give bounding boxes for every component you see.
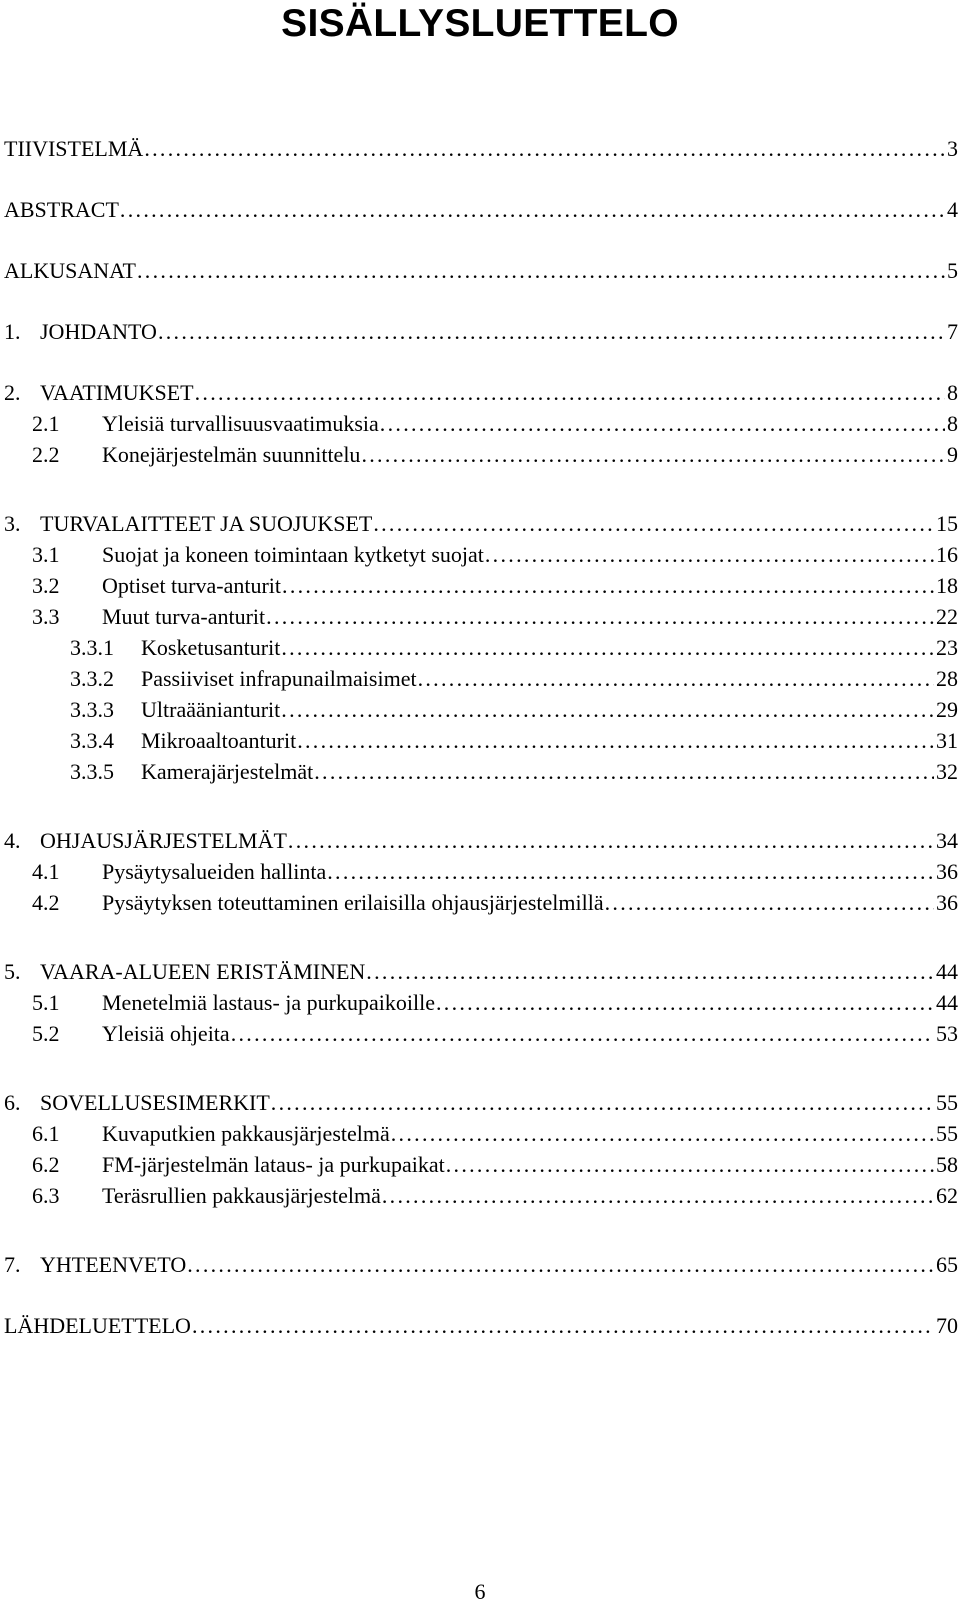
toc-page-number: 53 [936, 1021, 958, 1046]
toc-page-number: 55 [936, 1090, 958, 1115]
toc-section-number: 3.3 [32, 604, 60, 629]
toc-entry-label: ALKUSANAT [4, 258, 136, 283]
toc-section-number: 3.3.4 [70, 728, 114, 753]
toc-section-number: 5.2 [32, 1021, 60, 1046]
toc-section-number: 6.1 [32, 1121, 60, 1146]
toc-entry-label: Yleisiä turvallisuusvaatimuksia [102, 411, 379, 436]
toc-dot-leader [605, 888, 934, 918]
toc-entry-label: TIIVISTELMÄ [4, 136, 144, 161]
toc-page-number: 18 [936, 573, 958, 598]
toc-dot-leader [382, 1181, 934, 1211]
toc-dot-leader [446, 1150, 934, 1180]
toc-dot-leader [158, 317, 945, 347]
toc-entry-tiivistelma[interactable] [4, 134, 958, 164]
toc-entry-label: Yleisiä ohjeita [102, 1021, 230, 1046]
toc-dot-leader [288, 826, 934, 856]
toc-dot-leader [137, 256, 945, 286]
toc-entry-label: Passiiviset infrapunailmaisimet [141, 666, 417, 691]
toc-entry-2[interactable] [4, 378, 958, 408]
toc-section-number: 6.3 [32, 1183, 60, 1208]
toc-section-number: 6. [4, 1090, 21, 1115]
toc-entry-label: JOHDANTO [40, 319, 157, 344]
toc-section-number: 4.2 [32, 890, 60, 915]
toc-entry-3-3-5[interactable] [4, 757, 958, 787]
toc-entry-alkusanat[interactable] [4, 256, 958, 286]
toc-dot-leader [366, 957, 934, 987]
toc-dot-leader [361, 440, 945, 470]
toc-page-number: 36 [936, 859, 958, 884]
toc-entry-6-1[interactable] [4, 1119, 958, 1149]
toc-entry-label: OHJAUSJÄRJESTELMÄT [40, 828, 287, 853]
toc-page-number: 58 [936, 1152, 958, 1177]
toc-entry-label: YHTEENVETO [40, 1252, 187, 1277]
toc-entry-abstract[interactable] [4, 195, 958, 225]
toc-entry-4-1[interactable] [4, 857, 958, 887]
toc-page-number: 55 [936, 1121, 958, 1146]
toc-page-number: 15 [936, 511, 958, 536]
toc-page-number: 16 [936, 542, 958, 567]
toc-entry-3-3[interactable] [4, 602, 958, 632]
toc-dot-leader [192, 1311, 934, 1341]
toc-page-number: 9 [947, 442, 958, 467]
toc-entry-lahdeluettelo[interactable] [4, 1311, 958, 1341]
toc-page-number: 44 [936, 959, 958, 984]
toc-dot-leader [195, 378, 945, 408]
toc-section-number: 3.2 [32, 573, 60, 598]
toc-dot-leader [436, 988, 934, 1018]
toc-section-number: 4.1 [32, 859, 60, 884]
toc-page-number: 62 [936, 1183, 958, 1208]
toc-dot-leader [281, 633, 934, 663]
toc-entry-3[interactable] [4, 509, 958, 539]
toc-dot-leader [266, 602, 934, 632]
toc-entry-label: VAARA-ALUEEN ERISTÄMINEN [40, 959, 366, 984]
toc-entry-3-1[interactable] [4, 540, 958, 570]
toc-page-number: 70 [936, 1313, 958, 1338]
toc-page-number: 28 [936, 666, 958, 691]
toc-section-number: 5. [4, 959, 21, 984]
toc-entry-1[interactable] [4, 317, 958, 347]
toc-dot-leader [231, 1019, 934, 1049]
toc-section-number: 3. [4, 511, 21, 536]
toc-dot-leader [120, 195, 945, 225]
toc-entry-3-3-3[interactable] [4, 695, 958, 725]
toc-entry-label: Teräsrullien pakkausjärjestelmä [102, 1183, 381, 1208]
toc-section-number: 7. [4, 1252, 21, 1277]
toc-entry-label: VAATIMUKSET [40, 380, 194, 405]
toc-entry-6-3[interactable] [4, 1181, 958, 1211]
toc-dot-leader [297, 726, 934, 756]
toc-page-number: 8 [947, 380, 958, 405]
toc-entry-label: Pysäytyksen toteuttaminen erilaisilla ohjausjärjestelmillä [102, 890, 604, 915]
toc-dot-leader [391, 1119, 934, 1149]
toc-entry-label: Kosketusanturit [141, 635, 281, 660]
toc-page-number: 4 [947, 197, 958, 222]
toc-entry-5-2[interactable] [4, 1019, 958, 1049]
toc-entry-5[interactable] [4, 957, 958, 987]
toc-entry-label: Ultraäänianturit [141, 697, 281, 722]
toc-entry-3-2[interactable] [4, 571, 958, 601]
toc-page-number: 36 [936, 890, 958, 915]
toc-section-number: 2.1 [32, 411, 60, 436]
toc-dot-leader [373, 509, 934, 539]
toc-entry-6[interactable] [4, 1088, 958, 1118]
toc-dot-leader [281, 695, 934, 725]
toc-dot-leader [327, 857, 934, 887]
toc-page-number: 5 [947, 258, 958, 283]
toc-entry-label: Mikroaaltoanturit [141, 728, 297, 753]
toc-entry-label: Muut turva-anturit [102, 604, 266, 629]
toc-section-number: 2.2 [32, 442, 60, 467]
toc-page-number: 65 [936, 1252, 958, 1277]
toc-page-number: 29 [936, 697, 958, 722]
toc-entry-7[interactable] [4, 1250, 958, 1280]
toc-dot-leader [485, 540, 934, 570]
toc-entry-label: Optiset turva-anturit [102, 573, 282, 598]
toc-entry-label: Konejärjestelmän suunnittelu [102, 442, 361, 467]
toc-page-number: 44 [936, 990, 958, 1015]
toc-section-number: 6.2 [32, 1152, 60, 1177]
toc-entry-4[interactable] [4, 826, 958, 856]
toc-page-number: 32 [936, 759, 958, 784]
toc-entry-label: Kamerajärjestelmät [141, 759, 314, 784]
toc-entry-3-3-2[interactable] [4, 664, 958, 694]
toc-page-number: 31 [936, 728, 958, 753]
toc-dot-leader [187, 1250, 934, 1280]
toc-entry-label: FM-järjestelmän lataus- ja purkupaikat [102, 1152, 445, 1177]
toc-entry-label: SOVELLUSESIMERKIT [40, 1090, 270, 1115]
toc-entry-label: ABSTRACT [4, 197, 119, 222]
toc-section-number: 1. [4, 319, 21, 344]
toc-entry-label: TURVALAITTEET JA SUOJUKSET [40, 511, 373, 536]
toc-section-number: 4. [4, 828, 21, 853]
page-number: 6 [474, 1579, 486, 1604]
toc-dot-leader [271, 1088, 934, 1118]
toc-entry-5-1[interactable] [4, 988, 958, 1018]
toc-dot-leader [314, 757, 934, 787]
page-title: SISÄLLYSLUETTELO [281, 2, 679, 45]
toc-entry-4-2[interactable] [4, 888, 958, 918]
toc-entry-label: Menetelmiä lastaus- ja purkupaikoille [102, 990, 435, 1015]
toc-entry-label: Suojat ja koneen toimintaan kytketyt suojat [102, 542, 484, 567]
toc-page-number: 7 [947, 319, 958, 344]
toc-entry-3-3-1[interactable] [4, 633, 958, 663]
toc-page-number: 23 [936, 635, 958, 660]
toc-page-number: 8 [947, 411, 958, 436]
toc-section-number: 5.1 [32, 990, 60, 1015]
toc-entry-label: Pysäytysalueiden hallinta [102, 859, 327, 884]
toc-section-number: 3.3.5 [70, 759, 114, 784]
toc-page-number: 22 [936, 604, 958, 629]
toc-entry-label: LÄHDELUETTELO [4, 1313, 191, 1338]
toc-section-number: 3.3.1 [70, 635, 114, 660]
toc-entry-2-2[interactable] [4, 440, 958, 470]
toc-page-number: 3 [947, 136, 958, 161]
toc-dot-leader [282, 571, 934, 601]
toc-entry-6-2[interactable] [4, 1150, 958, 1180]
toc-dot-leader [418, 664, 934, 694]
toc-section-number: 3.3.3 [70, 697, 114, 722]
toc-section-number: 3.1 [32, 542, 60, 567]
toc-section-number: 2. [4, 380, 21, 405]
toc-entry-3-3-4[interactable] [4, 726, 958, 756]
toc-page-number: 34 [936, 828, 958, 853]
toc-section-number: 3.3.2 [70, 666, 114, 691]
toc-entry-label: Kuvaputkien pakkausjärjestelmä [102, 1121, 390, 1146]
toc-entry-2-1[interactable] [4, 409, 958, 439]
toc-dot-leader [144, 134, 945, 164]
toc-dot-leader [380, 409, 945, 439]
